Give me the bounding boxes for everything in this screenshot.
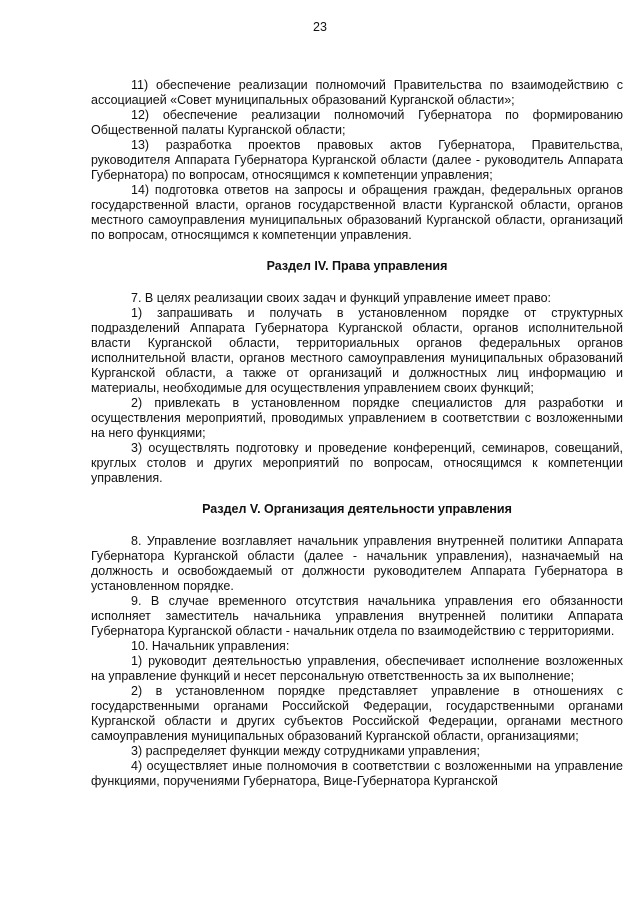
page-number: 23 [313, 20, 327, 34]
section-4-heading: Раздел IV. Права управления [266, 259, 448, 273]
list-item-14: 14) подготовка ответов на запросы и обращения граждан, федеральных органов государственной власти, органов государственной власти Курганской области, органов местного самоуправления муниципальных образований Курганской области, организаций по вопросам, относящимся к компетенции управления. [91, 183, 623, 242]
list-item-13: 13) разработка проектов правовых актов Губернатора, Правительства, руководителя Аппарата Губернатора Курганской области (далее - руководитель Аппарата Губернатора) по вопросам, относящимся к компетенции управления; [91, 138, 623, 182]
section-4-right-3: 3) осуществлять подготовку и проведение конференций, семинаров, совещаний, круглых столов и других мероприятий по вопросам, относящимся к компетенции управления. [91, 441, 623, 485]
section-5-paragraph-10: 10. Начальник управления: [131, 639, 290, 653]
section-5-heading: Раздел V. Организация деятельности управления [202, 502, 512, 516]
section-5-duty-1: 1) руководит деятельностью управления, обеспечивает исполнение возложенных на управление функций и несет персональную ответственность за их выполнение; [91, 654, 623, 683]
section-4-right-2: 2) привлекать в установленном порядке специалистов для разработки и осуществления мероприятий, проводимых управлением в соответствии с возложенными на него функциями; [91, 396, 623, 440]
section-4-right-1: 1) запрашивать и получать в установленном порядке от структурных подразделений Аппарата Губернатора Курганской области, органов исполнительной власти Курганской области, территориальных органов федеральных органов исполнительной власти, органов местного самоуправления муниципальных образований Курганской области, а также от организаций и должностных лиц информацию и материалы, необходимые для осуществления управлением своих функций; [91, 306, 623, 395]
section-5-paragraph-8: 8. Управление возглавляет начальник управления внутренней политики Аппарата Губернатора Курганской области (далее - начальник управления), назначаемый на должность и освобождаемый от должности руководителем Аппарата Губернатора в установленном порядке. [91, 534, 623, 593]
section-5-duty-3: 3) распределяет функции между сотрудниками управления; [131, 744, 480, 758]
section-5-duty-4: 4) осуществляет иные полномочия в соответствии с возложенными на управление функциями, поручениями Губернатора, Вице-Губернатора Курганской [91, 759, 623, 788]
list-item-11: 11) обеспечение реализации полномочий Правительства по взаимодействию с ассоциацией «Совет муниципальных образований Курганской области»; [91, 78, 623, 107]
section-5-duty-2: 2) в установленном порядке представляет управление в отношениях с государственными органами Российской Федерации, государственными органами Курганской области и других субъектов Российской Федерации, органами местного самоуправления муниципальных образований Курганской области, организациями; [91, 684, 623, 743]
section-5-paragraph-9: 9. В случае временного отсутствия начальника управления его обязанности исполняет заместитель начальника управления внутренней политики Аппарата Губернатора Курганской области - начальник отдела по взаимодействию с территориями. [91, 594, 623, 638]
section-4-paragraph-7: 7. В целях реализации своих задач и функций управление имеет право: [131, 291, 552, 305]
list-item-12: 12) обеспечение реализации полномочий Губернатора по формированию Общественной палаты Курганской области; [91, 108, 623, 137]
page-content [91, 78, 623, 789]
